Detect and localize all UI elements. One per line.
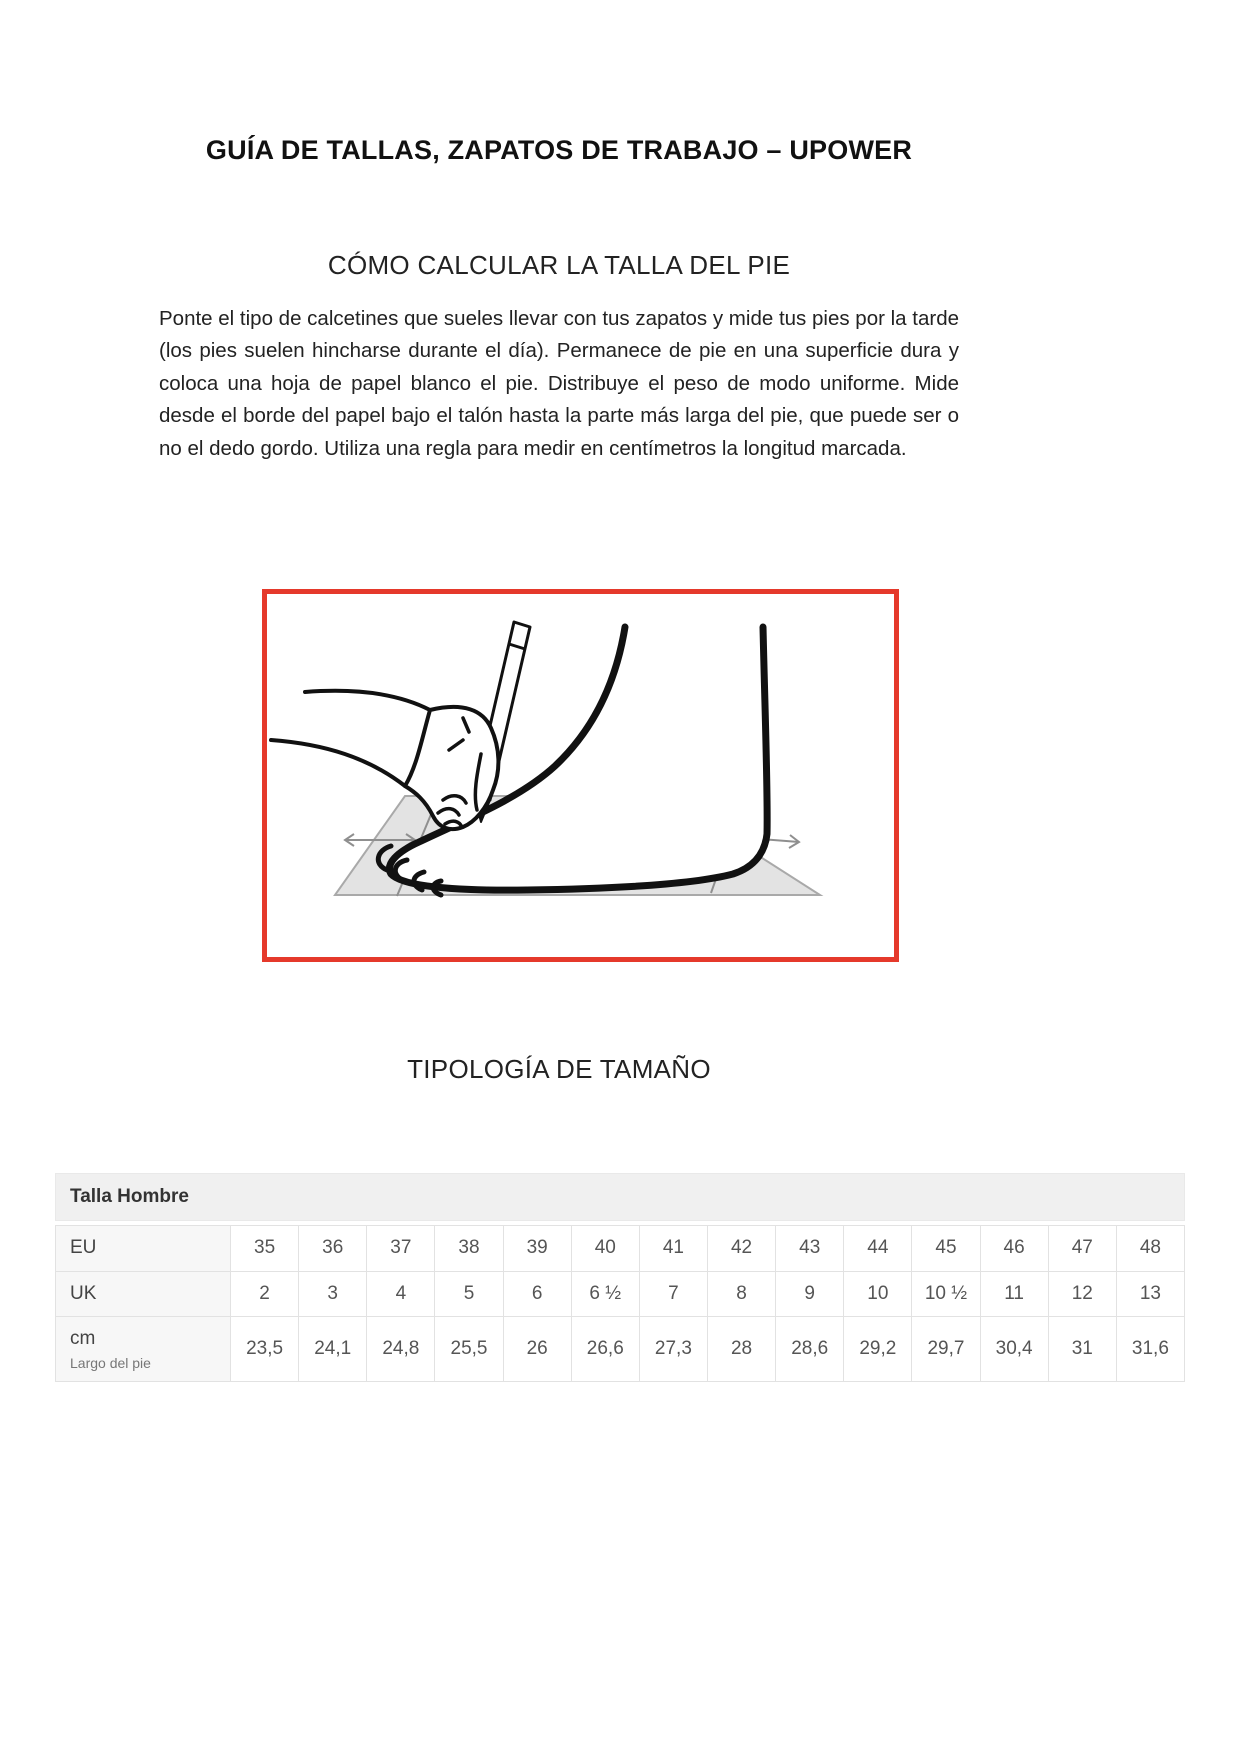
size-cell: 26,6 (571, 1317, 639, 1382)
size-cell: 31,6 (1116, 1317, 1184, 1382)
size-cell: 28 (707, 1317, 775, 1382)
size-table (55, 1225, 1185, 1382)
table-row (56, 1271, 1185, 1317)
size-cell: 8 (707, 1271, 775, 1317)
how-to-paragraph: Ponte el tipo de calcetines que sueles llevar con tus zapatos y mide tus pies por la tarde (los pies suelen hincharse durante el día). Permanece de pie en una superficie dura y coloca una hoja de papel blanco el pie. Distribuye el peso de modo uniforme. Mide desde el borde del papel bajo el talón hasta la parte más larga del pie, que puede ser o no el dedo gordo. Utiliza una regla para medir en centímetros la longitud marcada. (159, 306, 959, 460)
size-cell: 29,7 (912, 1317, 980, 1382)
size-cell: 12 (1048, 1271, 1116, 1317)
row-label: cm Largo del pie (56, 1317, 231, 1382)
foot-measuring-illustration (267, 594, 894, 957)
size-cell: 40 (571, 1226, 639, 1272)
size-cell: 11 (980, 1271, 1048, 1317)
illustration-frame (262, 589, 899, 962)
size-cell: 43 (776, 1226, 844, 1272)
size-cell: 30,4 (980, 1317, 1048, 1382)
size-cell: 48 (1116, 1226, 1184, 1272)
size-cell: 3 (299, 1271, 367, 1317)
size-cell: 45 (912, 1226, 980, 1272)
size-cell: 46 (980, 1226, 1048, 1272)
size-cell: 36 (299, 1226, 367, 1272)
row-label: UK (56, 1271, 231, 1317)
size-cell: 10 ½ (912, 1271, 980, 1317)
size-cell: 39 (503, 1226, 571, 1272)
size-cell: 13 (1116, 1271, 1184, 1317)
size-cell: 24,8 (367, 1317, 435, 1382)
size-cell: 24,1 (299, 1317, 367, 1382)
row-sublabel: Largo del pie (70, 1355, 151, 1372)
size-cell: 28,6 (776, 1317, 844, 1382)
size-cell: 25,5 (435, 1317, 503, 1382)
size-cell: 42 (707, 1226, 775, 1272)
table-row (56, 1226, 1185, 1272)
size-cell: 26 (503, 1317, 571, 1382)
row-label: EU (56, 1226, 231, 1272)
size-cell: 27,3 (639, 1317, 707, 1382)
document-body (159, 0, 959, 1085)
size-cell: 2 (231, 1271, 299, 1317)
size-table-section (55, 1173, 1185, 1382)
size-cell: 6 (503, 1271, 571, 1317)
size-cell: 37 (367, 1226, 435, 1272)
size-table-body (56, 1226, 1185, 1382)
size-cell: 47 (1048, 1226, 1116, 1272)
size-cell: 29,2 (844, 1317, 912, 1382)
size-cell: 44 (844, 1226, 912, 1272)
size-cell: 4 (367, 1271, 435, 1317)
how-to-heading: CÓMO CALCULAR LA TALLA DEL PIE (327, 249, 791, 280)
size-cell: 10 (844, 1271, 912, 1317)
size-cell: 35 (231, 1226, 299, 1272)
size-cell: 9 (776, 1271, 844, 1317)
size-cell: 41 (639, 1226, 707, 1272)
size-cell: 23,5 (231, 1317, 299, 1382)
page-title: GUÍA DE TALLAS, ZAPATOS DE TRABAJO – UPOWER (205, 135, 913, 165)
size-cell: 6 ½ (571, 1271, 639, 1317)
size-cell: 5 (435, 1271, 503, 1317)
size-table-title: Talla Hombre (55, 1173, 1185, 1221)
size-cell: 7 (639, 1271, 707, 1317)
size-cell: 38 (435, 1226, 503, 1272)
typology-heading: TIPOLOGÍA DE TAMAÑO (407, 1054, 711, 1085)
table-row (56, 1317, 1185, 1382)
size-cell: 31 (1048, 1317, 1116, 1382)
